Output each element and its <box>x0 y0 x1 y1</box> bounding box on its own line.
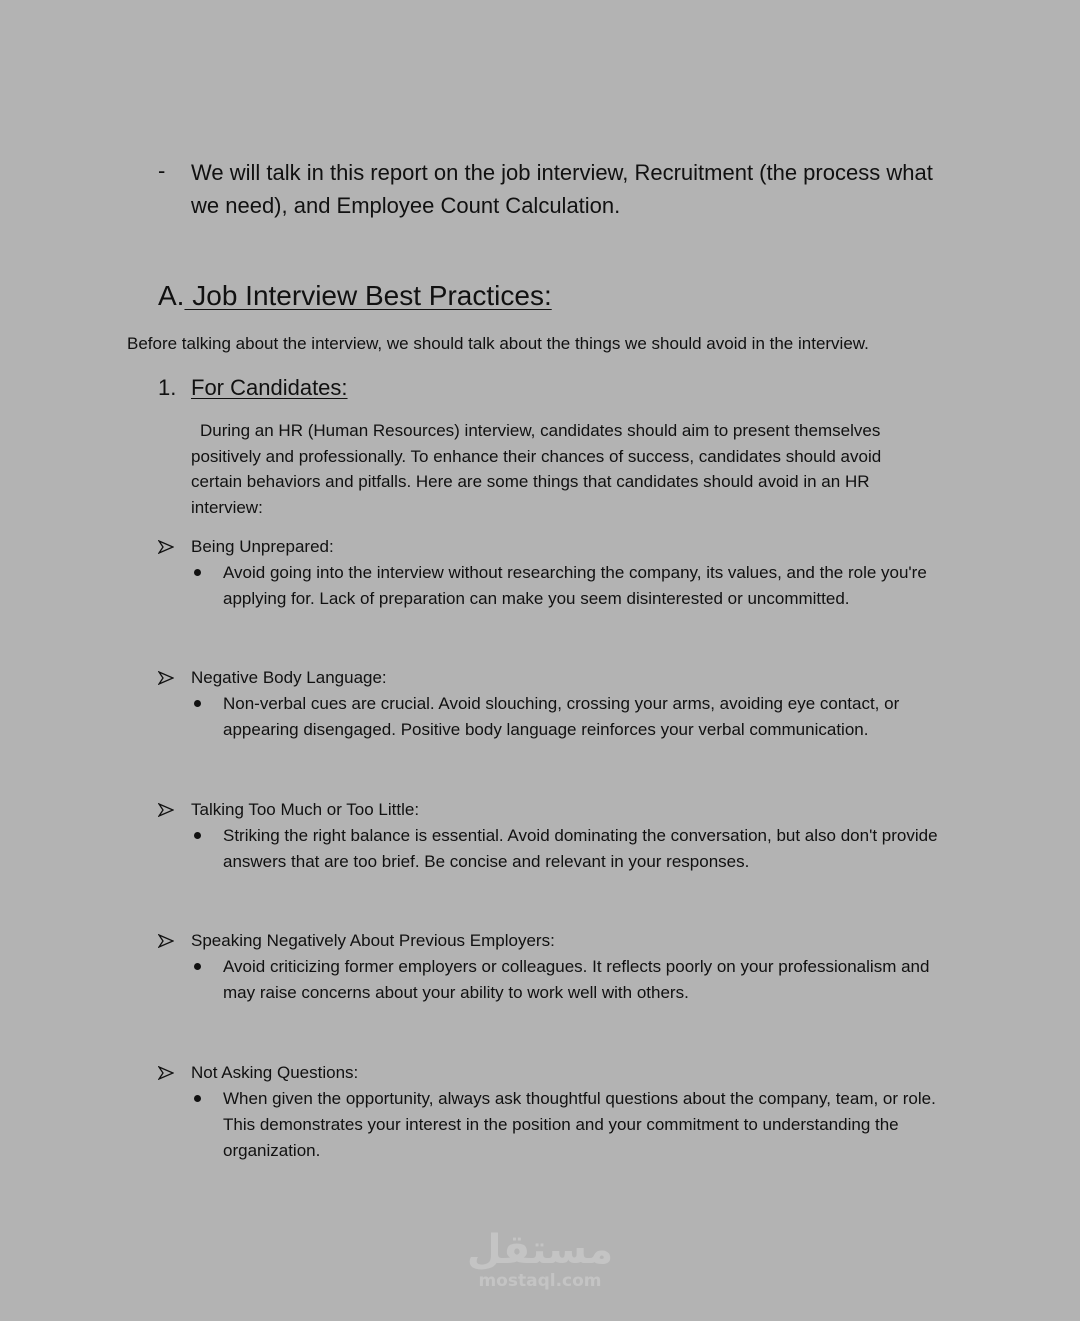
arrowhead-bullet-icon <box>158 1066 174 1080</box>
round-bullet-icon <box>194 700 201 707</box>
item-detail <box>158 954 958 1006</box>
item-detail-text: When given the opportunity, always ask thoughtful questions about the company, team, or role. This demonstrates your interest in the position and your commitment to understanding the organization. <box>223 1089 936 1160</box>
item-title-row <box>158 1060 958 1086</box>
item-title-row <box>158 928 958 954</box>
list-item <box>158 1060 958 1164</box>
round-bullet-icon <box>194 963 201 970</box>
subsection-number: 1. <box>158 375 177 400</box>
subsection-title: For Candidates: <box>191 375 348 400</box>
arrowhead-bullet-icon <box>158 540 174 554</box>
arrowhead-bullet-icon <box>158 803 174 817</box>
item-detail <box>158 1086 958 1164</box>
item-title: Being Unprepared: <box>191 537 334 556</box>
round-bullet-icon <box>194 832 201 839</box>
item-detail <box>158 691 958 743</box>
section-intro: Before talking about the interview, we should talk about the things we should avoid in the interview. <box>127 334 869 353</box>
section-heading <box>158 278 552 314</box>
item-title: Talking Too Much or Too Little: <box>191 800 420 819</box>
watermark <box>440 1228 640 1290</box>
item-title: Speaking Negatively About Previous Employers: <box>191 931 555 950</box>
section-title: Job Interview Best Practices: <box>184 280 552 311</box>
item-detail <box>158 560 958 612</box>
item-title-row <box>158 797 958 823</box>
intro-text: We will talk in this report on the job interview, Recruitment (the process what we need), and Employee Count Calculation. <box>191 160 933 218</box>
watermark-latin: mostaql.com <box>478 1271 602 1291</box>
watermark-arabic: مستقل <box>466 1227 614 1273</box>
item-detail-text: Avoid criticizing former employers or colleagues. It reflects poorly on your professionalism and may raise concerns about your ability to work well with others. <box>223 957 930 1002</box>
round-bullet-icon <box>194 1095 201 1102</box>
item-detail-text: Avoid going into the interview without researching the company, its values, and the role you're applying for. Lack of preparation can make you seem disinterested or uncommitted. <box>223 563 927 608</box>
item-detail-text: Non-verbal cues are crucial. Avoid slouching, crossing your arms, avoiding eye contact, or appearing disengaged. Positive body language reinforces your verbal communication. <box>223 694 900 739</box>
item-title: Not Asking Questions: <box>191 1063 359 1082</box>
item-detail-text: Striking the right balance is essential. Avoid dominating the conversation, but also don't provide answers that are too brief. Be concise and relevant in your responses. <box>223 826 938 871</box>
list-item <box>158 928 958 1006</box>
list-item <box>158 534 958 612</box>
item-title-row <box>158 534 958 560</box>
item-title-row <box>158 665 958 691</box>
list-item <box>158 797 958 875</box>
item-detail <box>158 823 958 875</box>
item-title: Negative Body Language: <box>191 668 387 687</box>
arrowhead-bullet-icon <box>158 671 174 685</box>
intro-dash: - <box>158 158 166 183</box>
subsection-paragraph: During an HR (Human Resources) interview, candidates should aim to present themselves positively and professionally. To enhance their chances of success, candidates should avoid certain behaviors and pitfalls. Here are some things that candidates should avoid in an HR interview: <box>191 421 882 517</box>
subsection-heading <box>158 373 348 403</box>
round-bullet-icon <box>194 569 201 576</box>
list-item <box>158 665 958 743</box>
section-label: A. <box>158 280 185 311</box>
arrowhead-bullet-icon <box>158 934 174 948</box>
